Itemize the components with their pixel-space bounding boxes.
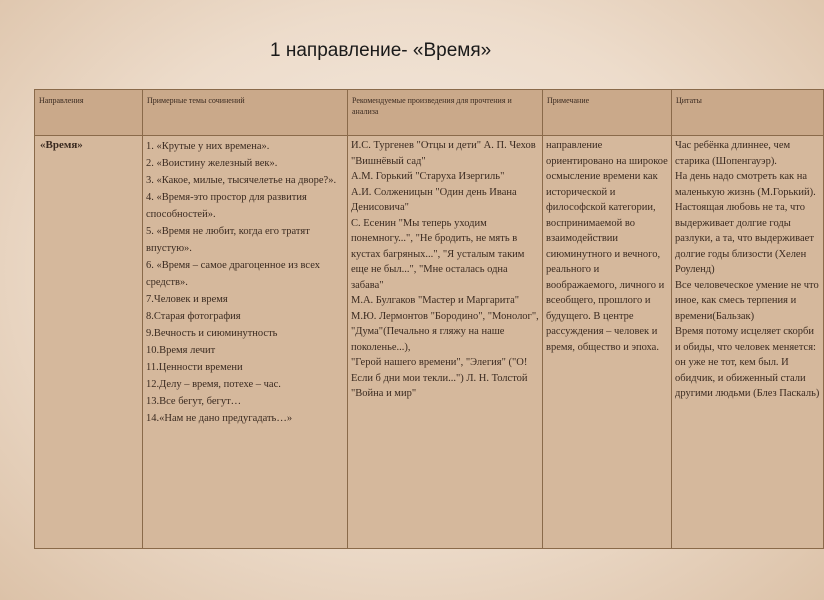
quote-item: Время потому исцеляет скорби и обиды, что человек меняется: он уже не тот, кем был. И обидчик, и обиженный стали другими людьми (Блез Паскаль) xyxy=(675,326,820,399)
work-item: А.И. Солженицын "Один день Ивана Денисовича" xyxy=(351,186,517,213)
table-row xyxy=(35,136,824,549)
quote-item: Все человеческое умение не что иное, как смесь терпения и времени(Бальзак) xyxy=(675,279,819,322)
theme-item: 11.Ценности времени xyxy=(146,362,243,373)
work-item: А.М. Горький "Старуха Изергиль" xyxy=(351,171,505,182)
theme-item: 14.«Нам не дано предугадать…» xyxy=(146,413,293,424)
quotes-list xyxy=(672,136,823,404)
work-item: М.А. Булгаков "Мастер и Маргарита" xyxy=(351,295,520,306)
work-item: "Герой нашего времени", "Элегия" ("О! Если б дни мои текли...") Л. Н. Толстой "Война и мир" xyxy=(351,357,528,399)
theme-item: 9.Вечность и сиюминутность xyxy=(146,328,278,339)
quote-item: На день надо смотреть как на маленькую жизнь (М.Горький). xyxy=(675,171,816,198)
quote-item: Час ребёнка длиннее, чем старика (Шопенгауэр). xyxy=(675,140,791,167)
themes-list xyxy=(143,136,347,429)
work-item: И.С. Тургенев "Отцы и дети" А. П. Чехов "Вишнёвый сад" xyxy=(351,140,536,167)
theme-item: 6. «Время – самое драгоценное из всех средств». xyxy=(146,260,320,288)
theme-item: 1. «Крутые у них времена». xyxy=(146,141,270,152)
work-item: М.Ю. Лермонтов "Бородино", "Монолог", "Дума"(Печально я гляжу на наше поколенье...), xyxy=(351,310,539,353)
works-list xyxy=(348,136,542,404)
theme-item: 3. «Какое, милые, тысячелетье на дворе?». xyxy=(146,175,337,186)
header-note: Примечание xyxy=(543,90,672,136)
quotes-cell xyxy=(672,136,824,549)
note-cell xyxy=(543,136,672,549)
header-quotes: Цитаты xyxy=(672,90,824,136)
header-works: Рекомендуемые произведения для прочтения и анализа xyxy=(348,90,543,136)
work-item: С. Есенин "Мы теперь уходим понемногу...", "Не бродить, не мять в кустах багряных...", "Я усталым таким еще не был...", "Мне осталась одна забава" xyxy=(351,217,525,291)
note-text: направление ориентировано на широкое осмысление времени как исторической и философской категории, воспринимаемой во взаимодействии сиюминутного и вечного, реального и воображаемого, личного и всеобщего, прошлого и будущего. В центре рассуждения – человек и время, общество и эпоха. xyxy=(546,140,668,353)
theme-item: 10.Время лечит xyxy=(146,345,216,356)
table-header-row xyxy=(35,90,824,136)
direction-label: «Время» xyxy=(40,139,83,151)
slide-title: 1 направление- «Время» xyxy=(270,40,492,61)
themes-cell xyxy=(143,136,348,549)
essay-topics-table xyxy=(34,89,824,549)
theme-item: 7.Человек и время xyxy=(146,294,228,305)
theme-item: 2. «Воистину железный век». xyxy=(146,158,278,169)
works-cell xyxy=(348,136,543,549)
theme-item: 4. «Время-это простор для развития способностей». xyxy=(146,192,307,220)
quote-item: Настоящая любовь не та, что выдерживает долгие годы разлуки, а та, что выдерживает долгие годы близости (Хелен Роуленд) xyxy=(675,202,814,275)
direction-cell xyxy=(35,136,143,549)
theme-item: 12.Делу – время, потехе – час. xyxy=(146,379,281,390)
theme-item: 8.Старая фотография xyxy=(146,311,241,322)
theme-item: 13.Все бегут, бегут… xyxy=(146,396,242,407)
theme-item: 5. «Время не любит, когда его тратят впустую». xyxy=(146,226,310,254)
header-directions: Направления xyxy=(35,90,143,136)
header-themes: Примерные темы сочинений xyxy=(143,90,348,136)
